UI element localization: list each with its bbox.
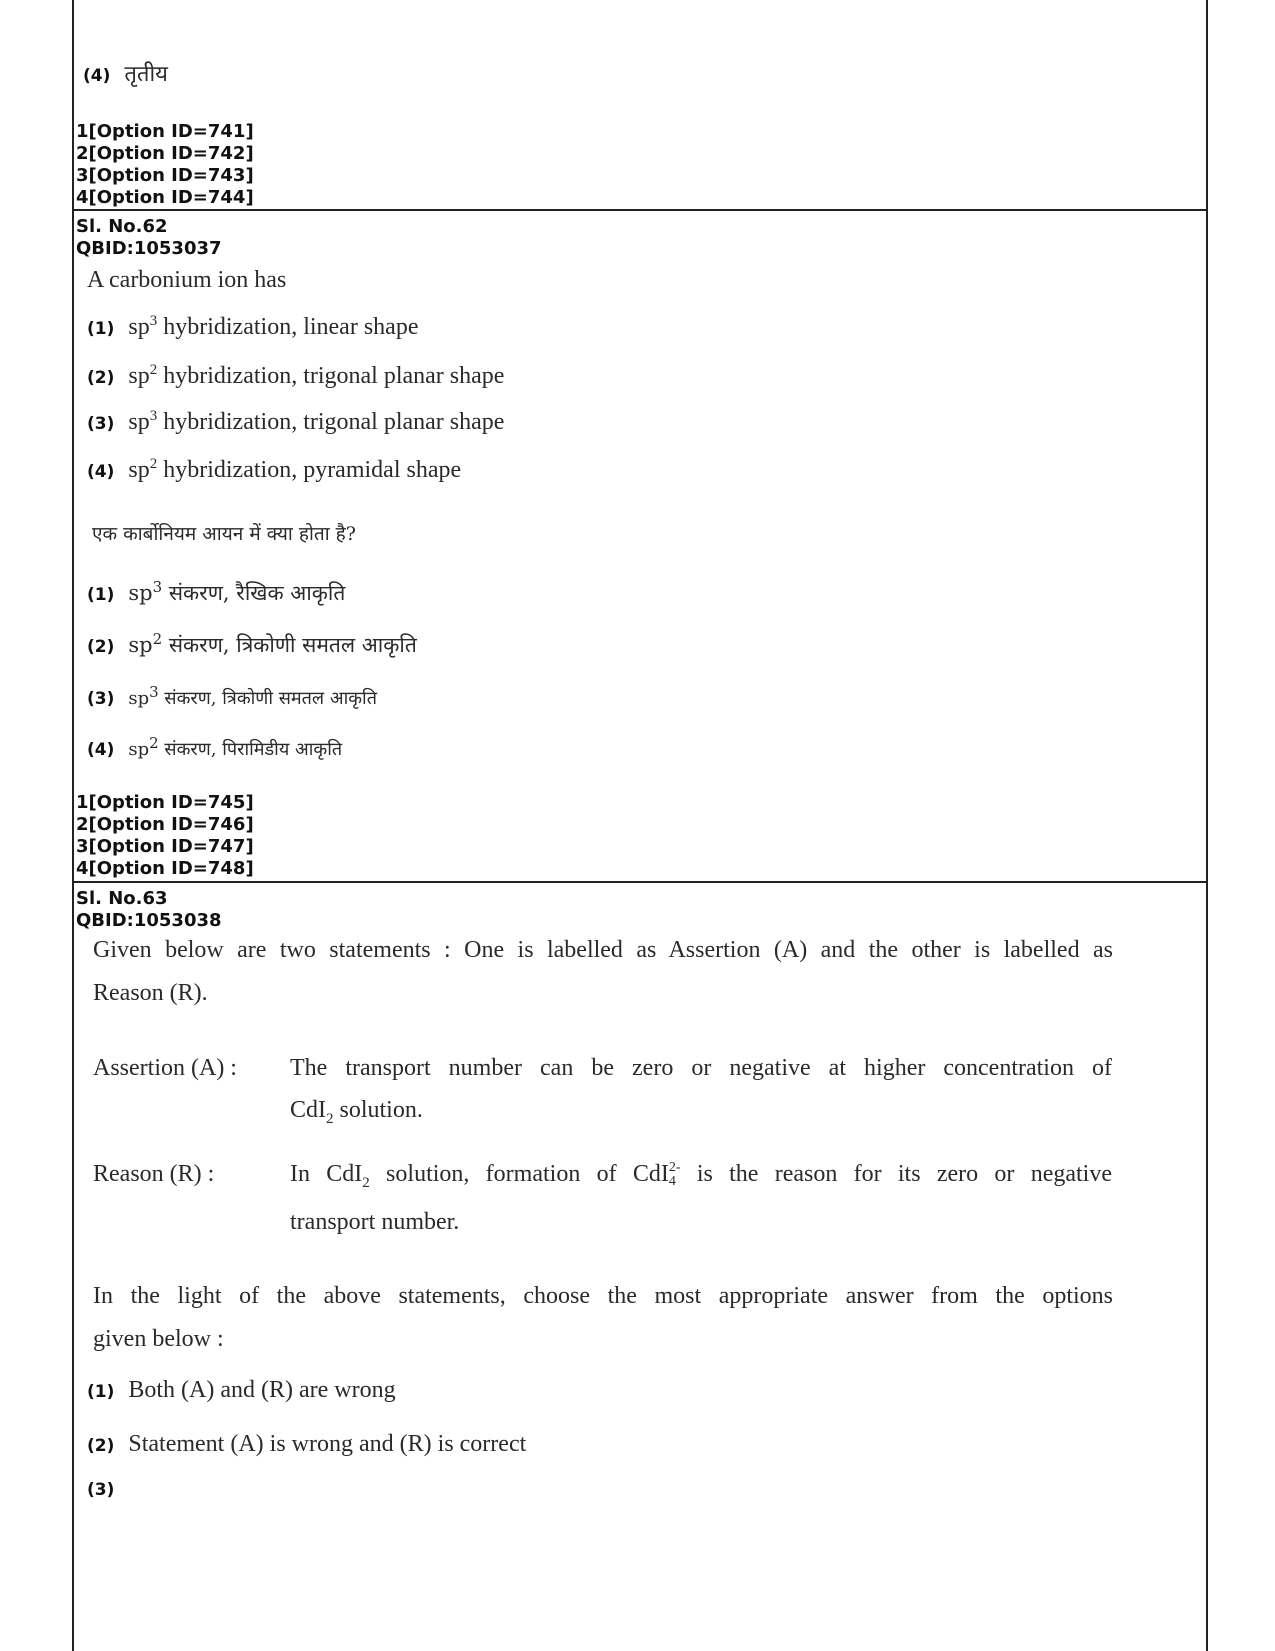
option-id: 2[Option ID=742]	[76, 143, 254, 164]
q62-option-en-2	[87, 362, 504, 390]
superscript: 2	[149, 362, 158, 378]
option-text: तृतीय	[124, 62, 168, 87]
serial-number: Sl. No.62	[76, 216, 168, 237]
q62-option-hi-4	[87, 734, 342, 761]
option-number: (1)	[87, 319, 115, 339]
option-number: (3)	[87, 1480, 115, 1500]
subscript: 2	[326, 1110, 334, 1127]
option-text: hybridization, trigonal planar shape	[157, 409, 505, 435]
reason-text: solution, formation of CdI	[369, 1161, 669, 1187]
superscript: 2	[149, 456, 158, 472]
option-id: 1[Option ID=741]	[76, 121, 254, 142]
q63-option-2	[87, 1431, 526, 1458]
q62-option-ids	[76, 792, 254, 880]
option-number: (1)	[87, 1382, 115, 1402]
option-id: 4[Option ID=744]	[76, 187, 254, 208]
option-text: संकरण, पिरामिडीय आकृति	[158, 739, 343, 760]
qbid: QBID:1053038	[76, 910, 222, 931]
q63-option-3	[87, 1480, 128, 1500]
q63-prompt-line2: given below :	[93, 1326, 224, 1352]
option-id: 3[Option ID=743]	[76, 165, 254, 186]
sp-text: sp	[128, 688, 150, 709]
option-number: (2)	[87, 368, 115, 388]
sp-text: sp	[128, 409, 150, 435]
q62-option-hi-1	[87, 578, 345, 607]
reason-line2: transport number.	[290, 1209, 460, 1235]
sp-text: sp	[128, 363, 150, 389]
option-id: 1[Option ID=745]	[76, 792, 254, 813]
sp-text: sp	[128, 457, 150, 483]
assertion-line2	[290, 1097, 423, 1128]
q62-option-en-3	[87, 408, 504, 436]
option-text: संकरण, त्रिकोणी समतल आकृति	[158, 688, 377, 709]
formula-text: CdI	[290, 1097, 326, 1123]
q63-intro-line2: Reason (R).	[93, 980, 208, 1006]
q62-option-hi-2	[87, 630, 417, 659]
prev-option-4	[83, 58, 168, 88]
assertion-line1: The transport number can be zero or negative at higher concentration of	[290, 1055, 1112, 1081]
superscript: 3	[149, 408, 158, 424]
sp-text: sp	[128, 633, 153, 657]
option-number: (3)	[87, 414, 115, 434]
sp-text: sp	[128, 581, 153, 605]
option-id: 4[Option ID=748]	[76, 858, 254, 879]
reason-label: Reason (R) :	[93, 1161, 215, 1187]
subscript: 2	[362, 1174, 370, 1191]
qbid: QBID:1053037	[76, 238, 222, 259]
serial-number: Sl. No.63	[76, 888, 168, 909]
superscript: 2	[152, 630, 163, 648]
reason-text: is the reason for its zero or negative	[680, 1161, 1112, 1187]
q62-stem-en: A carbonium ion has	[87, 267, 287, 293]
q63-prompt-line1: In the light of the above statements, choose the most appropriate answer from the options	[93, 1283, 1113, 1309]
option-number: (4)	[87, 462, 115, 482]
assertion-label: Assertion (A) :	[93, 1055, 237, 1081]
option-id: 2[Option ID=746]	[76, 814, 254, 835]
superscript: 3	[149, 683, 159, 701]
option-id: 3[Option ID=747]	[76, 836, 254, 857]
q62-option-hi-3	[87, 683, 377, 710]
q62-stem-hi: एक कार्बोनियम आयन में क्या होता है?	[92, 523, 356, 545]
separator-q62	[72, 209, 1208, 211]
reason-text: In CdI	[290, 1161, 363, 1187]
option-number: (2)	[87, 1436, 115, 1456]
reason-line1	[290, 1161, 1112, 1192]
q63-intro-line1: Given below are two statements : One is labelled as Assertion (A) and the other is labelled as	[93, 937, 1113, 963]
option-text: Both (A) and (R) are wrong	[128, 1377, 396, 1403]
assertion-text: solution.	[333, 1097, 423, 1123]
option-text: hybridization, linear shape	[157, 314, 419, 340]
option-text: संकरण, त्रिकोणी समतल आकृति	[162, 633, 417, 657]
option-number: (2)	[87, 637, 115, 657]
q63-header	[76, 888, 222, 932]
q62-option-en-1	[87, 313, 418, 341]
superscript: 3	[152, 578, 163, 596]
option-text: hybridization, trigonal planar shape	[157, 363, 505, 389]
option-number: (4)	[83, 66, 111, 86]
q63-option-1	[87, 1377, 396, 1404]
sp-text: sp	[128, 739, 150, 760]
option-number: (4)	[87, 740, 115, 760]
option-number: (3)	[87, 689, 115, 709]
q62-option-en-4	[87, 456, 461, 484]
subscript: 4	[668, 1174, 676, 1190]
option-text: hybridization, pyramidal shape	[157, 457, 462, 483]
superscript: 2	[149, 734, 159, 752]
sp-text: sp	[128, 314, 150, 340]
option-text: संकरण, रैखिक आकृति	[162, 581, 346, 605]
separator-q63	[72, 881, 1208, 883]
superscript: 2-	[668, 1160, 681, 1176]
superscript: 3	[149, 313, 158, 329]
option-number: (1)	[87, 585, 115, 605]
ion-charge-stack	[669, 1161, 681, 1189]
q62-header	[76, 216, 222, 260]
prev-option-ids	[76, 121, 254, 209]
option-text: Statement (A) is wrong and (R) is correct	[128, 1431, 527, 1457]
